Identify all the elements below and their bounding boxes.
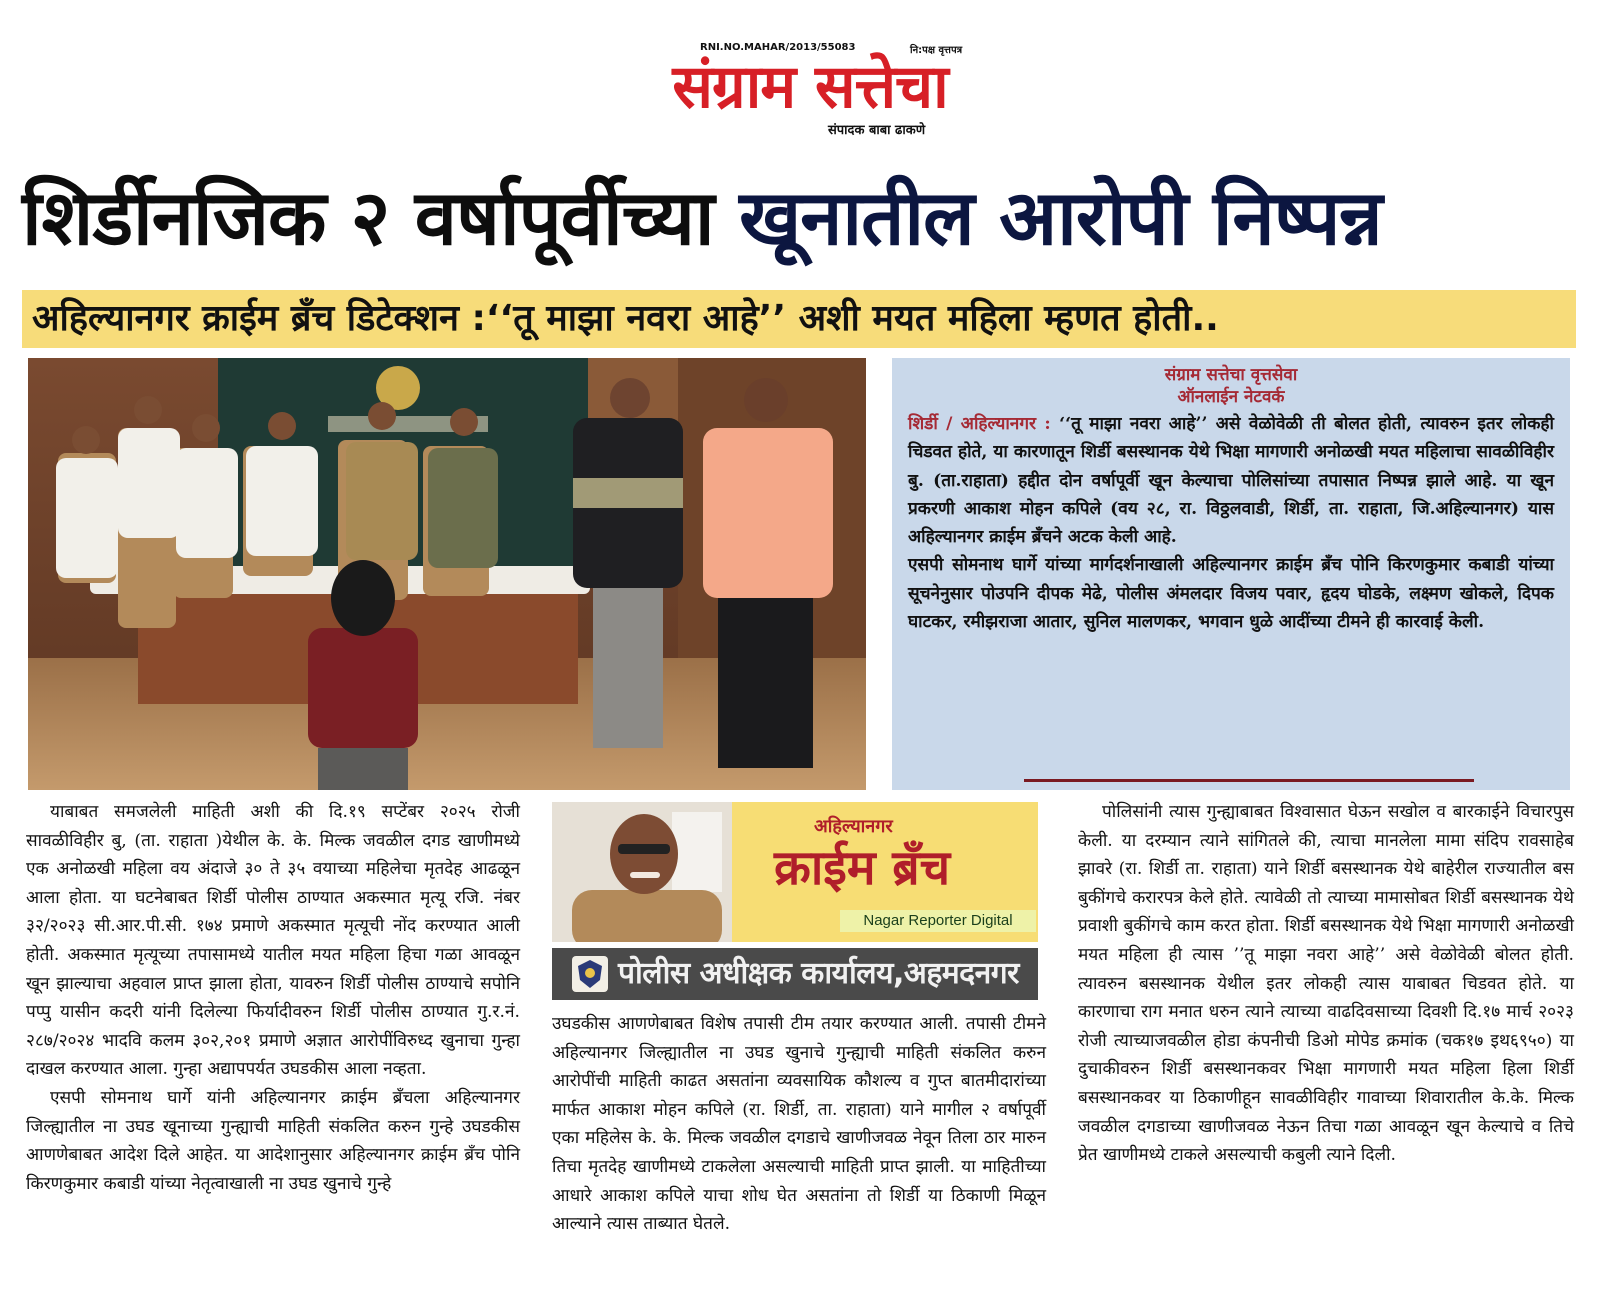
press-conference-photo <box>28 358 866 790</box>
article-paragraph: याबाबत समजलेली माहिती अशी की दि.१९ सप्टेंबर २०२५ रोजी सावळीविहीर बु, (ता. राहाता )येथील के. के. मिल्क जवळील दगड खाणीमध्ये एक अनोळखी महिला वय अंदाजे ३० ते ३५ वयाच्या महिलेचा मृतदेह आढळून आला होता. या घटनेबाबत शिर्डी पोलीस ठाण्यात अकस्मात मृत्यू रजि. नंबर ३२/२०२३ सी.आर.पी.सी. १७४ प्रमाणे अकस्मात मृत्यूची नोंद करण्यात आली होती. अकस्मात मृत्यूच्या तपासामध्ये यातील मयत महिला हिचा गळा आवळून खून झाल्याचा अहवाल प्राप्त झाला होता, यावरुन शिर्डी पोलीस ठाण्याचे सपोनि पप्पु यासीन कदरी यांनी दिलेल्या फिर्यादीवरुन शिर्डी पोलीस ठाण्यात गु.र.नं. २८७/२०२४ भादवि कलम ३०२,२०१ प्रमाणे अज्ञात आरोपींविरुध्द खुनाचा गुन्हा दाखल करण्यात आला. गुन्हा अद्यापपर्यत उघडकीस आला नव्हता. <box>26 802 520 1080</box>
banner-source-tag: Nagar Reporter Digital <box>840 910 1036 932</box>
police-emblem-icon <box>572 956 608 992</box>
headline-part-1: शिर्डीनजिक २ वर्षापूर्वीच्या <box>22 173 740 262</box>
dateline: शिर्डी / अहिल्यानगर : <box>908 414 1060 434</box>
banner-kicker: अहिल्यानगर <box>814 816 893 837</box>
intro-text <box>908 410 1554 636</box>
masthead <box>640 28 980 138</box>
intro-paragraph-1-text: ‘‘तू माझा नवरा आहे’’ असे वेळोवेळी ती बोलत होती, त्यावरुन इतर लोकही चिडवत होते, या कारणातून शिर्डी बसस्थानक येथे भिक्षा मागणारी अनोळखी मयत महिलाचा सावळीविहीर बु. (ता.राहाता) हद्दीत दोन वर्षापूर्वी खून केल्याचा पोलिसांच्या तपासात निष्पन्न झाले आहे. या खून प्रकरणी आकाश मोहन कपिले (वय २८, रा. विठ्ठलवाडी, शिर्डी, ता. राहाता, जि.अहिल्यानगर) यास अहिल्यानगर क्राईम ब्रँचने अटक केली आहे. <box>908 414 1555 548</box>
office-nameplate <box>552 948 1038 1000</box>
news-service-name: संग्राम सत्तेचा वृत्तसेवा <box>1164 365 1298 385</box>
article-column-2 <box>552 1010 1046 1239</box>
officer-portrait <box>552 802 732 942</box>
article-column-1 <box>26 798 520 1198</box>
article-paragraph: एसपी सोमनाथ घार्गे यांनी अहिल्यानगर क्राईम ब्रँचला अहिल्यानगर जिल्ह्यातील ना उघड खूनाच्या गुन्ह्याची माहिती संकलित करुन गुन्हे उघडकीस आणणेबाबत आदेश दिले आहेत. या आदेशानुसार अहिल्यानगर क्राईम ब्रँच पोनि किरणकुमार कबाडी यांच्या नेतृत्वाखाली ना उघड खुनाचे गुन्हे <box>26 1087 520 1194</box>
network-name: ऑनलाईन नेटवर्क <box>1177 387 1285 407</box>
office-name: पोलीस अधीक्षक कार्यालय,अहमदनगर <box>618 956 1019 991</box>
divider-rule <box>1024 779 1474 782</box>
subheadline: अहिल्यानगर क्राईम ब्रँच डिटेक्शन :‘‘तू माझा नवरा आहे’’ अशी मयत महिला म्हणत होती.. <box>22 290 1576 348</box>
newspaper-title: संग्राम सत्तेचा <box>672 52 948 122</box>
banner-title: क्राईम ब्रँच <box>774 840 951 896</box>
headline-part-2: खूनातील आरोपी निष्पन्न <box>739 173 1382 262</box>
article-paragraph: उघडकीस आणणेबाबत विशेष तपासी टीम तयार करण्यात आली. तपासी टीमने अहिल्यानगर जिल्ह्यातील ना उघड खुनाचे गुन्ह्याची माहिती संकलित करुन आरोपींची माहिती काढत असतांना व्यवसायिक कौशल्य व गुप्त बातमीदारांच्या मार्फत आकाश मोहन कपिले (रा. शिर्डी, ता. राहाता) याने मागील २ वर्षापूर्वी एका महिलेस के. के. मिल्क जवळील दगडाचे खाणीजवळ नेवून तिला ठार मारुन तिचा मृतदेह खाणीमध्ये टाकलेला असल्याची माहिती प्राप्त झाली. या माहितीच्या आधारे आकाश कपिले याचा शोध घेत असतांना तो शिर्डी या ठिकाणी मिळून आल्याने त्यास ताब्यात घेतले. <box>552 1014 1046 1235</box>
intro-paragraph-1 <box>908 410 1554 551</box>
article-paragraph: पोलिसांनी त्यास गुन्ह्याबाबत विश्वासात घेऊन सखोल व बारकाईने विचारपुस केली. या दरम्यान त्याने सांगितले की, त्याचा मानलेला मामा संदिप रावसाहेब झावरे (रा. शिर्डी ता. राहाता) याने शिर्डी बसस्थानक येथे बाहेरील राज्यातील बस बुकींगचे करारपत्र केले होते. त्यावेळी तो त्याच्या मामासोबत शिर्डी बसस्थानक येथे प्रवाशी बुकींगचे काम करत होता. शिर्डी बसस्थानक येथे भिक्षा मागणारी अनोळखी मयत महिला ही त्यास ’’तू माझा नवरा आहे’’ असे वेळोवेळी बोलत होती. त्यावरुन बसस्थानक येथील इतर लोकही त्यास याबाबत चिडवत होते. या कारणाचा राग मनात धरुन त्याने त्याच्या वाढदिवसाच्या दिवशी दि.१७ मार्च २०२३ रोजी त्याच्याजवळील होडा कंपनीची डिओ मोपेड क्रमांक (चक१७ इथ६९५०) या दुचाकीवरुन शिर्डी बसस्थानकवर भिक्षा मागणारी मयत महिला हिला शिर्डी बसस्थानकवर या ठिकाणीहून सावळीविहीर गावाच्या शिवारातील के.के. मिल्क जवळील दगडाच्या खाणीजवळ नेऊन तिचा गळा आवळून खून केल्याचे व तिचे प्रेत खाणीमध्ये टाकले असल्याची कबुली त्याने दिली. <box>1078 802 1574 1166</box>
main-headline <box>22 168 1582 268</box>
intro-box <box>892 358 1570 790</box>
crime-branch-banner <box>552 802 1038 1000</box>
article-column-3 <box>1078 798 1574 1170</box>
rni-number: RNI.NO.MAHAR/2013/55083 <box>700 42 856 53</box>
news-photo <box>28 358 866 790</box>
officer-photo <box>552 802 732 942</box>
paper-type: नि:पक्ष वृत्तपत्र <box>910 45 963 56</box>
editor-credit: संपादक बाबा ढाकणे <box>828 123 926 138</box>
intro-paragraph-2: एसपी सोमनाथ घार्गे यांच्या मार्गदर्शनाखाली अहिल्यानगर क्राईम ब्रँच पोनि किरणकुमार कबाडी यांच्या सूचनेनुसार पोउपनि दीपक मेढे, पोलीस अंमलदार विजय पवार, हृदय घोडके, लक्ष्मण खोकले, दिपक घाटकर, रमीझराजा आतार, सुनिल मालणकर, भगवान धुळे आदींच्या टीमने ही कारवाई केली. <box>908 555 1554 633</box>
